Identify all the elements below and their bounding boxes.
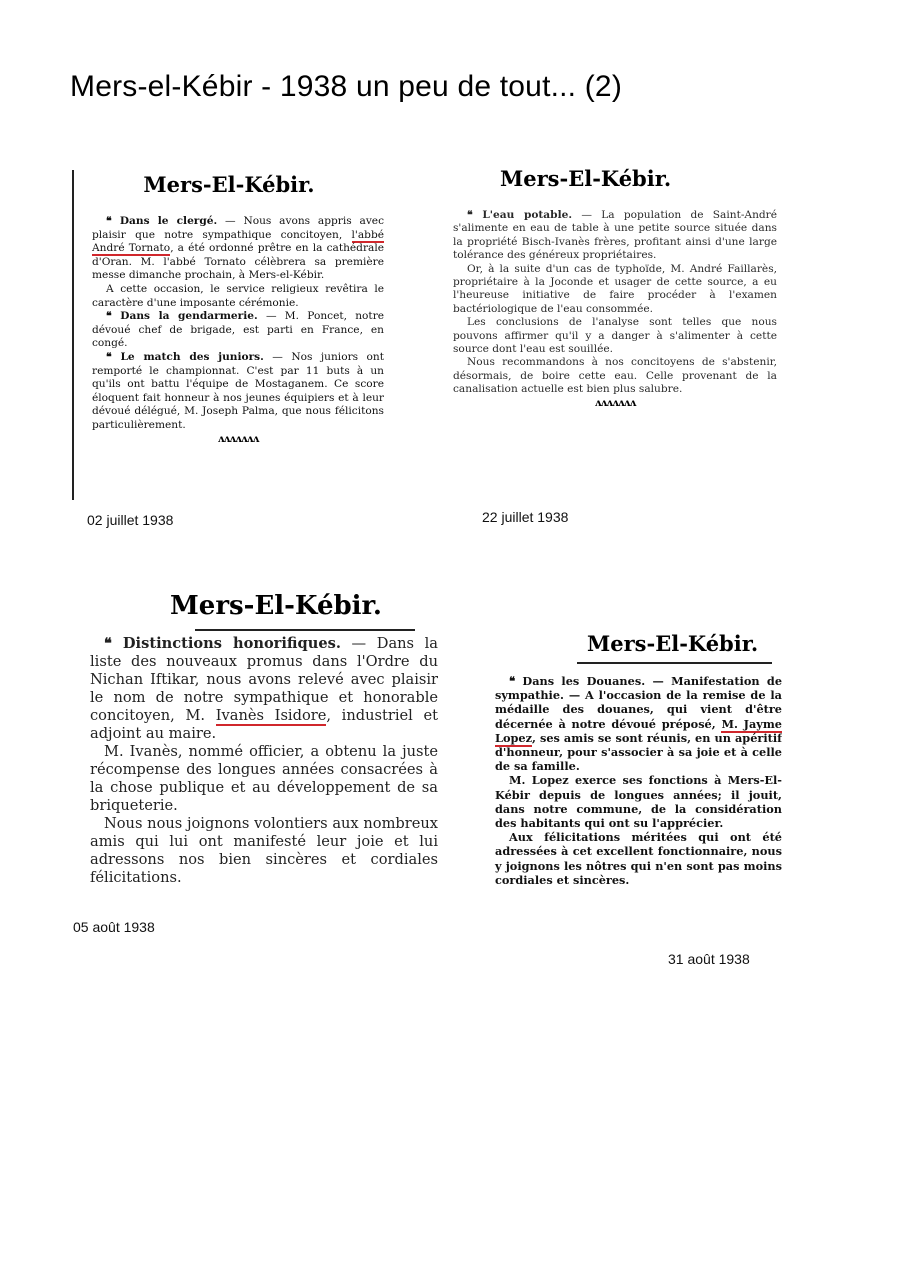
page-title: Mers-el-Kébir - 1938 un peu de tout... (2): [70, 70, 623, 103]
end-ornament: ʌʌʌʌʌʌʌ: [217, 432, 259, 445]
paragraph: ❝ Dans la gendarmerie. — M. Poncet, notre dévoué chef de brigade, est parti en France, en congé.: [92, 310, 384, 351]
paragraph: A cette occasion, le service religieux revêtira le caractère d'une imposante cérémonie.: [92, 282, 384, 309]
paragraph: ❝ Le match des juniors. — Nos juniors ont remporté le championnat. C'est par 11 buts à un qu'ils ont battu l'équipe de Mostaganem. Ce score éloquent fait honneur à nos jeunes équipiers et à leur dévoué délégué, M. Joseph Palma, que nous félicitons particulièrement.: [92, 351, 384, 433]
paragraph: Or, à la suite d'un cas de typhoïde, M. André Faillarès, propriétaire à la Joconde et usager de cette source, a eu l'heureuse initiative de faire procéder à l'examen bactériologique de l'eau consommée.: [453, 262, 777, 315]
paragraph: M. Ivanès, nommé officier, a obtenu la juste récompense des longues années consacrées à la chose publique et au développement de sa briqueterie.: [90, 743, 438, 814]
clipping-body: [74, 215, 384, 446]
newspaper-clipping-3: [70, 585, 438, 910]
heading-rule: [195, 629, 415, 631]
clipping-date: 02 juillet 1938: [87, 512, 174, 528]
underlined-name: Ivanès Isidore: [215, 707, 327, 724]
section-lead: ❝ Distinctions honorifiques.: [104, 635, 341, 652]
clipping-body: [477, 674, 782, 887]
heading-rule: [577, 662, 772, 664]
paragraph: ❝ Distinctions honorifiques. — Dans la liste des nouveaux promus dans l'Ordre du Nichan Iftikar, nous avons relevé avec plaisir le nom de notre sympathique et honorable concitoyen, M. Ivanès Isidore, industriel et adjoint au maire.: [90, 635, 438, 743]
section-lead: ❝ Le match des juniors.: [106, 351, 264, 363]
clipping-heading: Mers-El-Kébir.: [143, 172, 315, 197]
clipping-date: 05 août 1938: [73, 919, 155, 935]
section-lead: ❝ L'eau potable.: [467, 209, 572, 221]
paragraph: Les conclusions de l'analyse sont telles que nous pouvons affirmer qu'il y a danger à s'alimenter à cette source dont l'eau est souillée.: [453, 316, 777, 356]
clipping-body: [70, 635, 438, 887]
section-lead: ❝ Dans les Douanes. — Manifestation de sympathie.: [495, 674, 782, 702]
newspaper-clipping-1: [72, 170, 384, 500]
newspaper-clipping-4: [477, 625, 782, 945]
clipping-date: 22 juillet 1938: [482, 509, 569, 525]
paragraph: Aux félicitations méritées qui ont été adressées à cet excellent fonctionnaire, nous y joignons les nôtres qui n'en sont pas moins cordiales et sincères.: [495, 830, 782, 887]
paragraph: ❝ Dans le clergé. — Nous avons appris avec plaisir que notre sympathique concitoyen, l'abbé André Tornato, a été ordonné prêtre en la cathédrale d'Oran. M. l'abbé Tornato célèbrera sa première messe dimanche prochain, à Mers-el-Kébir.: [92, 215, 384, 283]
paragraph: ❝ L'eau potable. — La population de Saint-André s'alimente en eau de table à une petite source située dans la propriété Bisch-Ivanès frères, profitant ainsi d'une large tolérance des généreux propriétaires.: [453, 209, 777, 263]
underlined-name: l'abbé André Tornato: [92, 228, 384, 255]
section-lead: ❝ Dans le clergé.: [106, 215, 217, 227]
paragraph: ❝ Dans les Douanes. — Manifestation de sympathie. — A l'occasion de la remise de la médaille des douanes, qui vient d'être décernée à notre dévoué préposé, M. Jayme Lopez, ses amis se sont réunis, en un apéritif d'honneur, pour s'associer à sa joie et à celle de sa famille.: [495, 674, 782, 773]
clipping-heading: Mers-El-Kébir.: [587, 631, 759, 656]
end-ornament: ʌʌʌʌʌʌʌ: [594, 396, 636, 409]
clipping-heading: Mers-El-Kébir.: [170, 591, 382, 621]
section-lead: ❝ Dans la gendarmerie.: [106, 310, 258, 322]
paragraph: Nous recommandons à nos concitoyens de s'abstenir, désormais, de boire cette eau. Celle provenant de la canalisation actuelle est bien plus salubre.: [453, 356, 777, 396]
clipping-body: [445, 209, 777, 410]
paragraph: M. Lopez exerce ses fonctions à Mers-El-Kébir depuis de longues années; il jouit, dans notre commune, de la considération des habitants qui ont su l'apprécier.: [495, 773, 782, 831]
newspaper-clipping-2: [445, 160, 777, 500]
underlined-name: M. Jayme Lopez: [495, 716, 782, 745]
clipping-date: 31 août 1938: [668, 951, 750, 967]
paragraph: Nous nous joignons volontiers aux nombreux amis qui lui ont manifesté leur joie et lui adressons nos bien sincères et cordiales félicitations.: [90, 815, 438, 886]
clipping-heading: Mers-El-Kébir.: [500, 166, 672, 191]
